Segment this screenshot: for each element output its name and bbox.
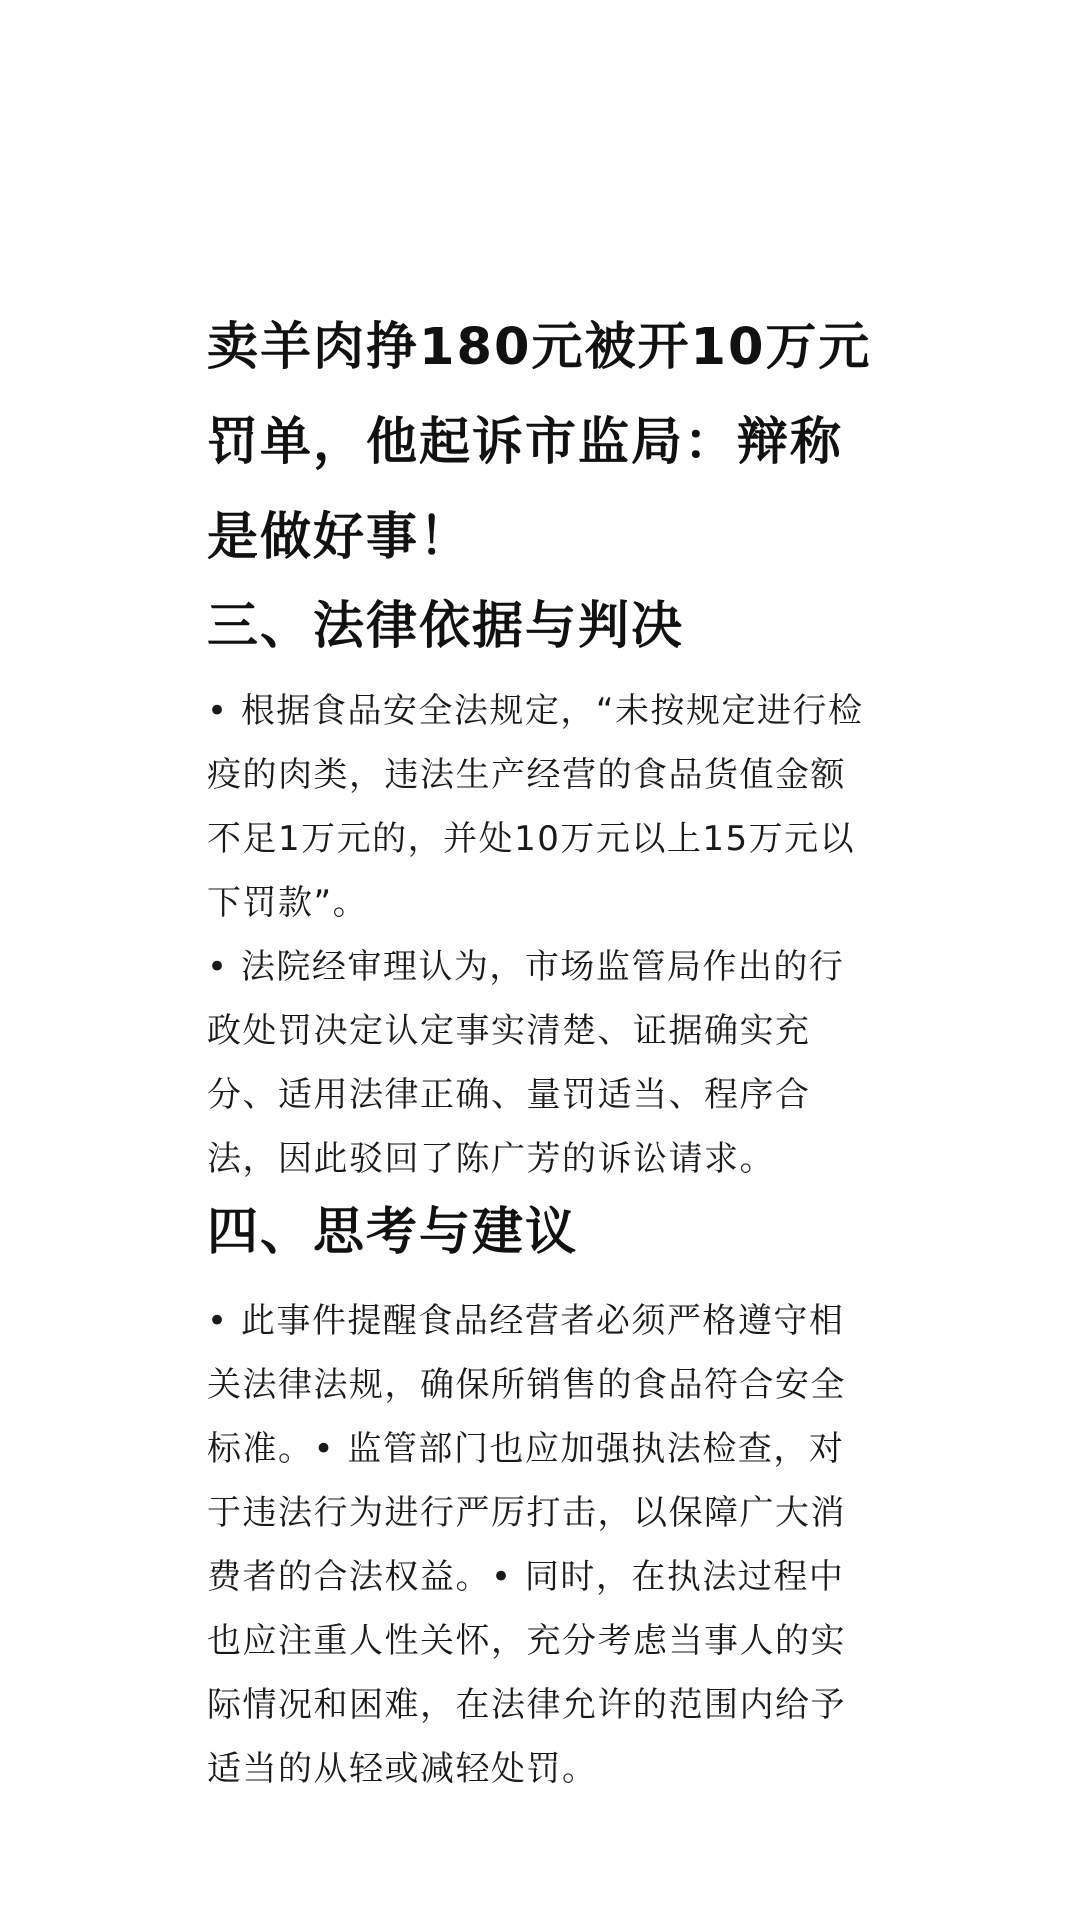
paragraph-food-safety-law: • 根据食品安全法规定，“未按规定进行检疫的肉类，违法生产经营的食品货值金额不足1万元的，并处10万元以上15万元以下罚款”。 xyxy=(207,691,864,923)
article-content xyxy=(207,300,879,1801)
section-heading-reflection: 四、思考与建议 xyxy=(207,1203,579,1262)
paragraph-court-ruling: • 法院经审理认为，市场监管局作出的行政处罚决定认定事实清楚、证据确实充分、适用法律正确、量罚适当、程序合法，因此驳回了陈广芳的诉讼请求。 xyxy=(207,947,845,1179)
article-title: 卖羊肉挣180元被开10万元罚单，他起诉市监局：辩称是做好事！ xyxy=(207,318,872,567)
section-heading-legal-basis: 三、法律依据与判决 xyxy=(207,597,685,656)
paragraph-suggestions: • 此事件提醒食品经营者必须严格遵守相关法律法规，确保所销售的食品符合安全标准。• 监管部门也应加强执法检查，对于违法行为进行严厉打击，以保障广大消费者的合法权益。• 同时，在执法过程中也应注重人性关怀，充分考虑当事人的实际情况和困难，在法律允许的范围内给予适当的从轻或减轻处罚。 xyxy=(207,1301,846,1789)
